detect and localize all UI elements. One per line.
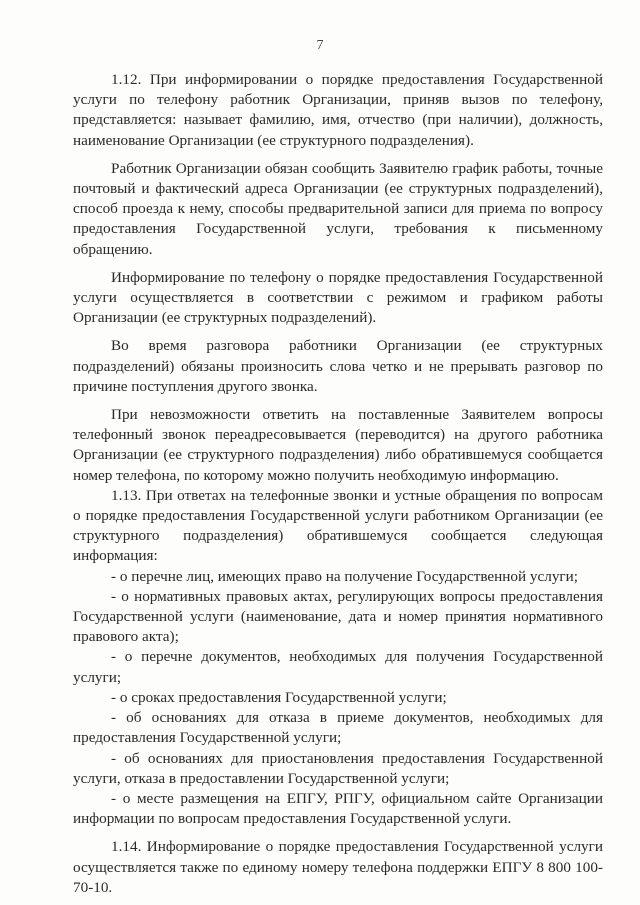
paragraph-1-13: 1.13. При ответах на телефонные звонки и устные обращения по вопросам о порядке предоставления Государственной услуги работником Организации (ее структурного подразделения) обратившемуся сообщается следующая информация: bbox=[73, 486, 603, 565]
paragraph-call-redirect: При невозможности ответить на поставленные Заявителем вопросы телефонный звонок переадресовывается (переводится) на другого работника Организации (ее структурного подразделения) либо обратившемуся сообщается номер телефона, по которому можно получить необходимую информацию. bbox=[73, 406, 603, 484]
list-item: - о месте размещения на ЕПГУ, РПГУ, официальном сайте Организации информации по вопросам предоставления Государственной услуги. bbox=[73, 789, 603, 828]
list-item: - о перечне лиц, имеющих право на получение Государственной услуги; bbox=[111, 567, 579, 585]
paragraph-schedule-info: Работник Организации обязан сообщить Заявителю график работы, точные почтовый и фактический адреса Организации (ее структурных подразделений), способ проезда к нему, способы предварительной записи для приема по вопросу предоставления Государственной услуги, требования к письменному обращению. bbox=[73, 159, 603, 258]
list-item: - о нормативных правовых актах, регулирующих вопросы предоставления Государственной услуги (наименование, дата и номер принятия нормативного правового акта); bbox=[73, 587, 603, 646]
paragraph-1-12: 1.12. При информировании о порядке предоставления Государственной услуги по телефону работник Организации, приняв вызов по телефону, представляется: называет фамилию, имя, отчество (при наличии), должность, наименование Организации (ее структурного подразделения). bbox=[73, 71, 603, 149]
list-item: - об основаниях для отказа в приеме документов, необходимых для предоставления Государственной услуги; bbox=[73, 709, 603, 747]
list-item: - о перечне документов, необходимых для получения Государственной услуги; bbox=[73, 648, 603, 686]
list-item: - об основаниях для приостановления предоставления Государственной услуги, отказа в предоставлении Государственной услуги; bbox=[73, 749, 603, 787]
document-body bbox=[73, 70, 603, 898]
page-number: 7 bbox=[316, 38, 324, 53]
paragraph-1-14: 1.14. Информирование о порядке предоставления Государственной услуги осуществляется также по единому номеру телефона поддержки ЕПГУ 8 800 100-70-10. bbox=[73, 838, 603, 896]
paragraph-conversation-rules: Во время разговора работники Организации (ее структурных подразделений) обязаны произносить слова четко и не прерывать разговор по причине поступления другого звонка. bbox=[73, 337, 603, 395]
paragraph-phone-info: Информирование по телефону о порядке предоставления Государственной услуги осуществляется в соответствии с режимом и графиком работы Организации (ее структурных подразделений). bbox=[73, 268, 603, 327]
list-item: - о сроках предоставления Государственной услуги; bbox=[111, 688, 447, 706]
